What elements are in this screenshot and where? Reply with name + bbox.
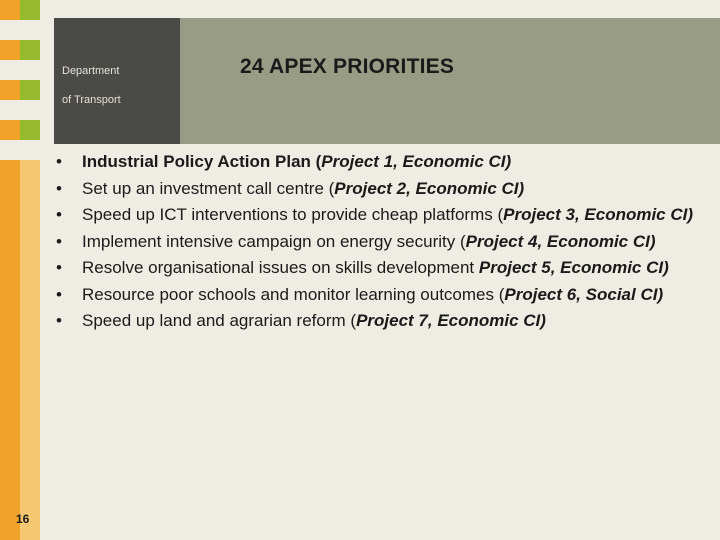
item-project: Project 1, Economic CI) <box>321 152 512 171</box>
priorities-list <box>56 149 696 335</box>
list-item <box>56 255 696 282</box>
slide-title: 24 APEX PRIORITIES <box>240 55 455 78</box>
list-item <box>56 282 696 309</box>
item-project: Project 5, Economic CI) <box>478 258 669 277</box>
bullet-icon: • <box>56 231 62 251</box>
list-item <box>56 308 696 335</box>
bullet-icon: • <box>56 152 62 171</box>
strip-segment-cream <box>0 140 40 160</box>
list-item <box>56 229 696 256</box>
bullet-icon: • <box>56 205 62 224</box>
bullet-icon: • <box>56 311 62 330</box>
department-label-line2: of Transport <box>62 94 121 106</box>
header-logo-block <box>54 18 180 144</box>
strip-segment-cream <box>0 60 40 80</box>
strip-segment-green <box>20 0 40 20</box>
header-title-block <box>180 18 720 144</box>
strip-segment-orange <box>0 80 20 100</box>
strip-segment-orange <box>0 40 20 60</box>
strip-segment-pale <box>20 160 40 540</box>
item-text: Set up an investment call centre ( <box>82 178 335 198</box>
bullet-icon: • <box>56 178 62 198</box>
item-text: Resource poor schools and monitor learning outcomes ( <box>82 284 505 304</box>
strip-segment-cream <box>0 100 40 120</box>
item-text: Implement intensive campaign on energy security ( <box>82 231 466 251</box>
item-project: Project 4, Economic CI) <box>465 231 656 251</box>
strip-segment-orange <box>0 120 20 140</box>
bullet-icon: • <box>56 258 62 277</box>
list-item <box>56 149 696 176</box>
bullet-icon: • <box>56 284 62 304</box>
list-item <box>56 202 696 229</box>
list-item <box>56 176 696 203</box>
item-project: Project 7, Economic CI) <box>356 311 546 330</box>
item-project: Project 3, Economic CI) <box>503 205 694 224</box>
item-text: Speed up ICT interventions to provide cheap platforms ( <box>82 205 504 224</box>
item-text: Speed up land and agrarian reform ( <box>82 311 357 330</box>
item-text: Industrial Policy Action Plan ( <box>82 152 322 171</box>
item-project: Project 6, Social CI) <box>504 284 664 304</box>
strip-segment-green <box>20 80 40 100</box>
page-number: 16 <box>16 512 30 526</box>
side-color-strip <box>0 0 40 540</box>
strip-segment-cream <box>0 20 40 40</box>
strip-segment-green <box>20 40 40 60</box>
item-text: Resolve organisational issues on skills development <box>82 258 479 277</box>
department-label: Department <box>62 65 120 77</box>
strip-segment-green <box>20 120 40 140</box>
item-project: Project 2, Economic CI) <box>334 178 525 198</box>
